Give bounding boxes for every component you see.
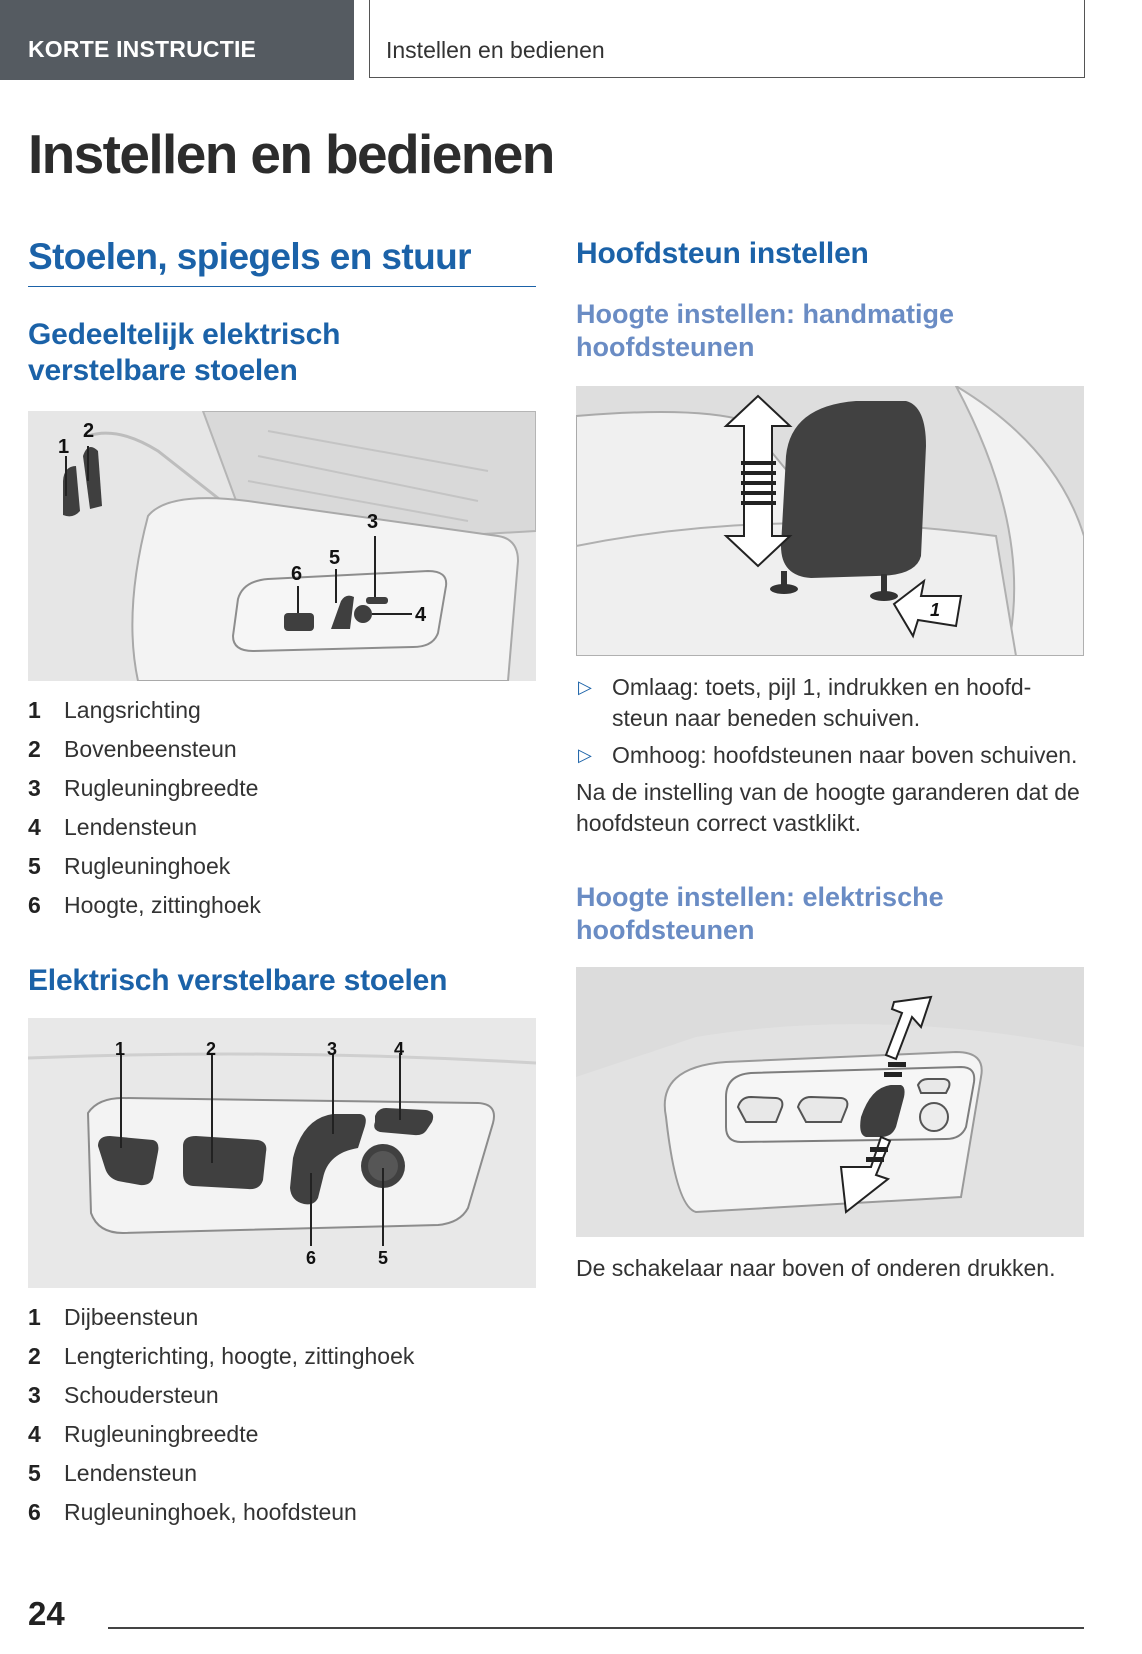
left-column <box>28 236 536 1538</box>
instructions-manual <box>576 672 1084 839</box>
bullet-triangle-icon: ▷ <box>578 745 592 765</box>
chapter-tab <box>369 0 1085 78</box>
section-tab <box>0 0 354 80</box>
bullet-down: ▷ Omlaag: toets, pijl 1, indrukken en hoofd- steun naar beneden schuiven. <box>578 674 1032 731</box>
list-item: 2 Lengterichting, hoogte, zittinghoek <box>28 1343 415 1369</box>
heading-manual-headrest: Hoogte instellen: handmatige hoofdsteunen <box>576 299 955 362</box>
list-item: 4 Lendensteun <box>28 814 198 840</box>
fig1-label-6: 6 <box>291 563 303 585</box>
fig1-label-3: 3 <box>367 511 379 533</box>
legend-electric-seat <box>28 1304 536 1538</box>
note-headrest-lock: Na de instelling van de hoogte garanderen dat de hoofdsteun correct vastklikt. <box>576 779 1080 836</box>
fig2-label-6: 6 <box>306 1248 317 1268</box>
fig2-label-5: 5 <box>378 1248 389 1268</box>
list-item: 5 Rugleuninghoek <box>28 853 231 879</box>
list-item: 4 Rugleuningbreedte <box>28 1421 259 1447</box>
seat-switch-lumbar <box>354 605 372 623</box>
list-item: 2 Bovenbeensteun <box>28 736 237 762</box>
list-item: 3 Schoudersteun <box>28 1382 219 1408</box>
list-item: 1 Langsrichting <box>28 697 201 723</box>
list-item: 1 Dijbeensteun <box>28 1304 199 1330</box>
bullet-triangle-icon: ▷ <box>578 677 592 697</box>
fig1-label-1: 1 <box>58 436 70 458</box>
right-column <box>576 236 1084 1284</box>
list-item: 6 Rugleuninghoek, hoofdsteun <box>28 1499 357 1525</box>
figure-manual-headrest <box>576 386 1084 656</box>
page-number: 24 <box>28 1595 65 1632</box>
switch-seat-adjust <box>183 1136 266 1189</box>
heading-partial-electric: Gedeeltelijk elektrisch verstelbare stoelen <box>28 318 341 387</box>
switch-seat-width <box>374 1108 433 1135</box>
fig1-label-2: 2 <box>83 420 95 442</box>
seat-switch-height <box>284 613 314 631</box>
figure-electric-headrest <box>576 967 1084 1237</box>
list-item: 6 Hoogte, zittinghoek <box>28 892 261 918</box>
footer-rule <box>108 1627 1084 1629</box>
heading-headrest: Hoofdsteun instellen <box>576 237 869 270</box>
figure-partial-seat <box>28 411 536 681</box>
list-item: 3 Rugleuningbreedte <box>28 775 259 801</box>
fig1-label-5: 5 <box>329 547 341 569</box>
heading-electric-seats: Elektrisch verstelbare stoelen <box>28 964 448 997</box>
legend-partial-seat <box>28 697 536 931</box>
list-item: 5 Lendensteun <box>28 1460 198 1486</box>
heading-electric-headrest: Hoogte instellen: elektrische hoofdsteunen <box>576 882 944 945</box>
bullet-up: ▷ Omhoog: hoofdsteunen naar boven schuiven. <box>576 740 1084 771</box>
section-heading-seats: Stoelen, spiegels en stuur <box>28 236 536 287</box>
fig1-label-4: 4 <box>415 604 427 626</box>
fig2-label-4: 4 <box>394 1039 405 1059</box>
chapter-label: Instellen en bedienen <box>386 37 605 63</box>
figure-electric-seat <box>28 1018 536 1288</box>
page-title: Instellen en bedienen <box>28 123 554 185</box>
caption-electric-headrest: De schakelaar naar boven of onderen drukken. <box>576 1255 1056 1281</box>
section-label: KORTE INSTRUCTIE <box>28 36 257 62</box>
fig3-label-1: 1 <box>930 600 941 620</box>
fig2-label-1: 1 <box>115 1039 126 1059</box>
fig2-label-2: 2 <box>206 1039 217 1059</box>
fig2-label-3: 3 <box>327 1039 338 1059</box>
